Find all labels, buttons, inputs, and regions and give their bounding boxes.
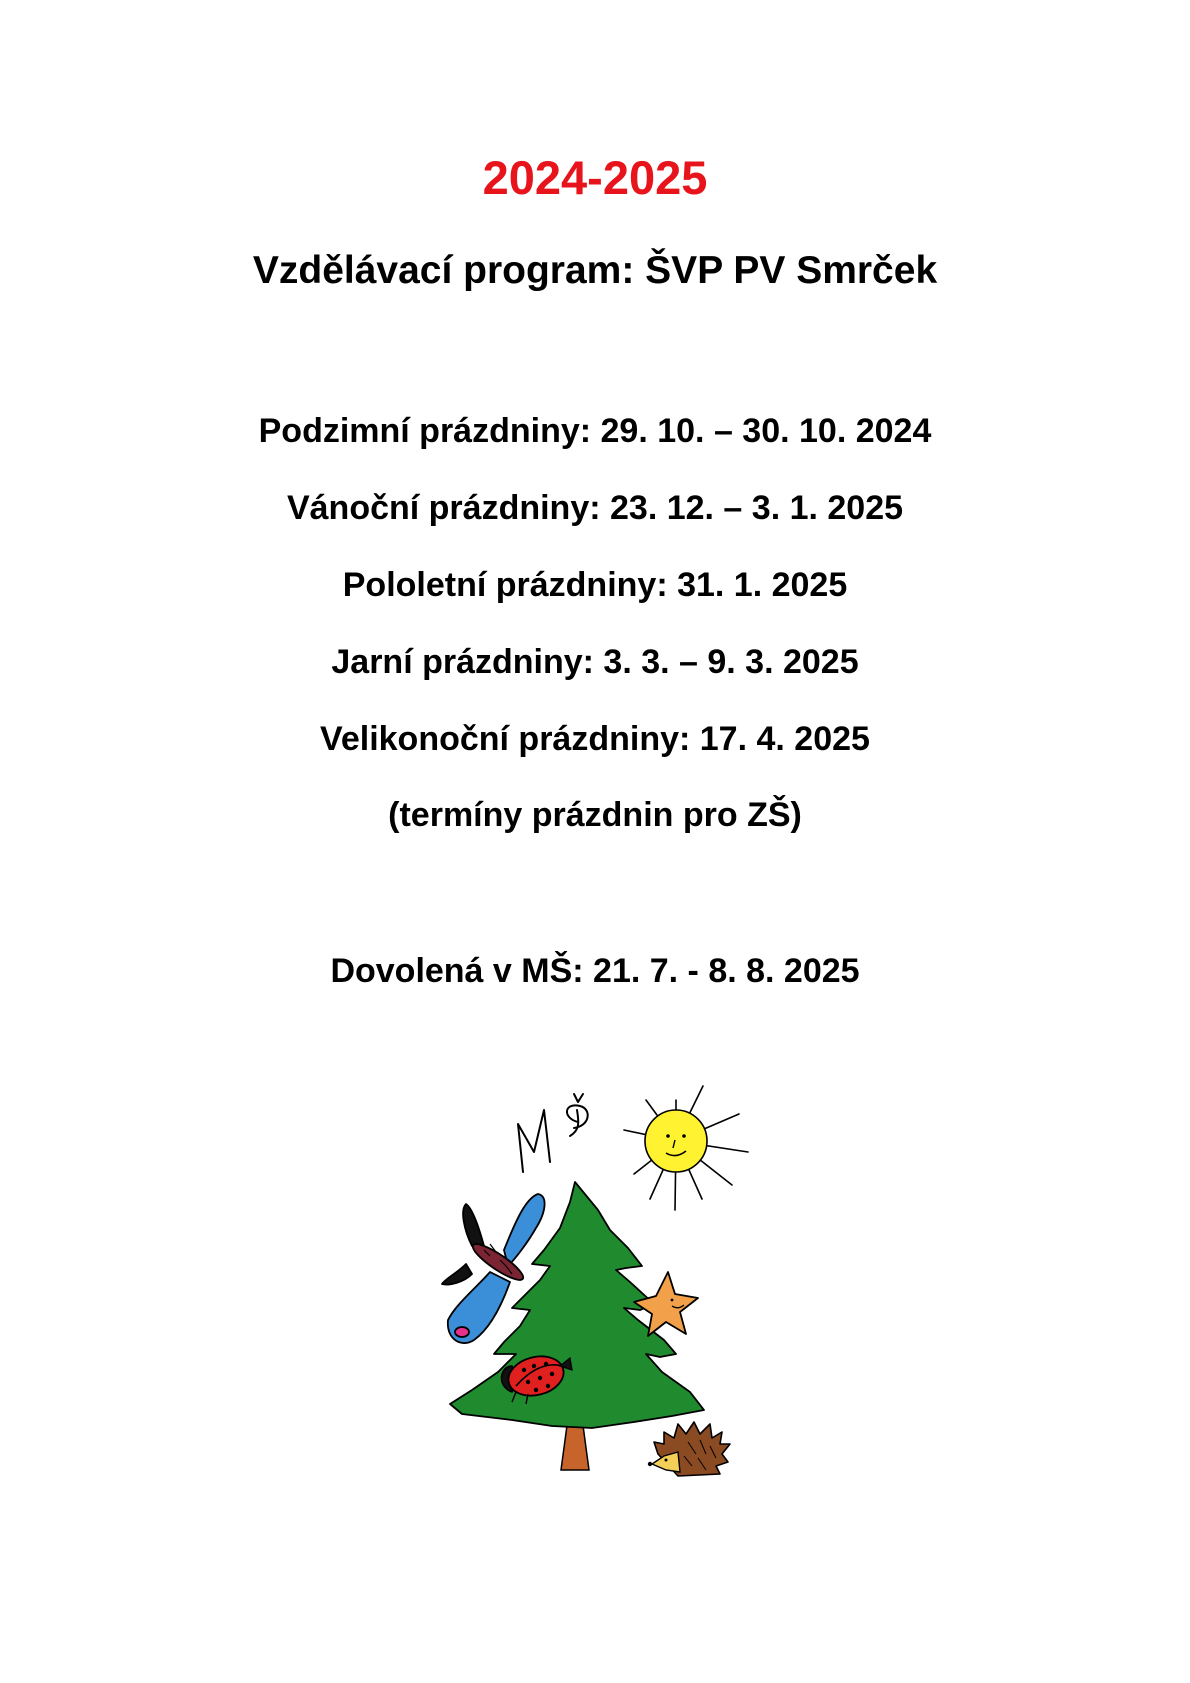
year-heading: 2024-2025 [482, 151, 708, 204]
kindergarten-vacation: Dovolená v MŠ: 21. 7. - 8. 8. 2025 [330, 952, 860, 990]
holiday-autumn: Podzimní prázdniny: 29. 10. – 30. 10. 2024 [258, 412, 932, 450]
sun-icon [624, 1086, 748, 1210]
program-title: Vzdělávací program: ŠVP PV Smrček [252, 249, 938, 292]
hedgehog-icon [648, 1422, 730, 1476]
ms-letters-icon [518, 1094, 588, 1172]
holiday-christmas: Vánoční prázdniny: 23. 12. – 3. 1. 2025 [286, 489, 904, 527]
holiday-easter: Velikonoční prázdniny: 17. 4. 2025 [320, 720, 870, 758]
kindergarten-logo [420, 1014, 775, 1484]
holidays-note: (termíny prázdnin pro ZŠ) [388, 796, 802, 834]
holiday-halfterm: Pololetní prázdniny: 31. 1. 2025 [342, 566, 848, 604]
holiday-spring: Jarní prázdniny: 3. 3. – 9. 3. 2025 [331, 643, 859, 681]
